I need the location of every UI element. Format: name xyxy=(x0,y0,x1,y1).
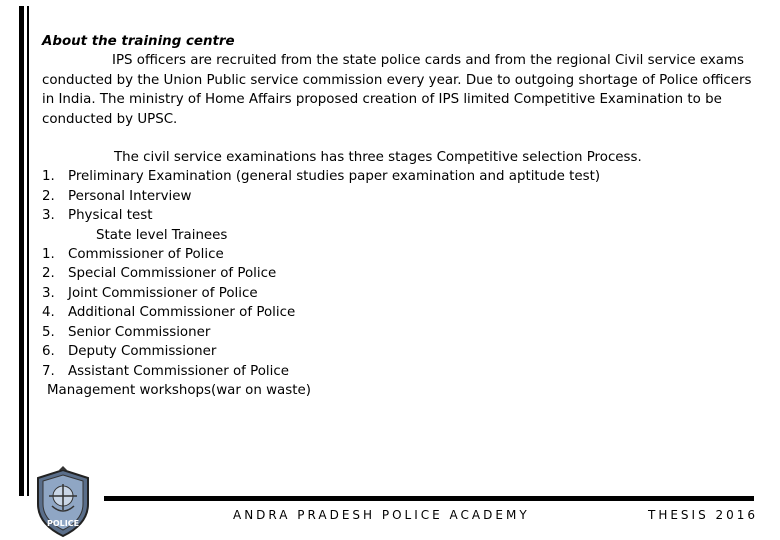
list-item: 5. Senior Commissioner xyxy=(42,324,211,340)
closing-line: Management workshops(war on waste) xyxy=(47,382,311,398)
stages-list xyxy=(42,167,762,225)
footer-rule xyxy=(104,496,754,501)
list-item: 1. Commissioner of Police xyxy=(42,247,224,263)
section-heading: About the training centre xyxy=(42,34,235,49)
stages-intro: The civil service examinations has three stages Competitive selection Process. xyxy=(114,150,642,166)
left-border-thick xyxy=(19,6,24,496)
intro-paragraph: IPS officers are recruited from the state police cards and from the regional Civil service exams conducted by the Union Public service commission every year. Due to outgoing shortage of Police officers in India. The ministry of Home Affairs proposed creation of IPS limited Competitive Examination to be conducted by UPSC. xyxy=(42,53,752,127)
footer-thesis-label: THESIS 2016 xyxy=(648,508,759,522)
trainees-heading: State level Trainees xyxy=(96,227,228,243)
page-content xyxy=(42,32,762,400)
logo-text: POLICE xyxy=(46,519,80,528)
list-item: 2. Personal Interview xyxy=(42,188,192,204)
list-item: 6. Deputy Commissioner xyxy=(42,344,217,360)
police-emblem-icon xyxy=(30,466,96,538)
list-item: 7. Assistant Commissioner of Police xyxy=(42,363,289,379)
list-item: 3. Physical test xyxy=(42,208,153,224)
left-border-thin xyxy=(27,6,29,496)
list-item: 3. Joint Commissioner of Police xyxy=(42,285,258,301)
footer-academy-name: ANDRA PRADESH POLICE ACADEMY xyxy=(233,508,530,522)
trainees-list xyxy=(42,245,762,381)
spacer xyxy=(42,129,762,148)
list-item: 4. Additional Commissioner of Police xyxy=(42,305,296,321)
list-item: 2. Special Commissioner of Police xyxy=(42,266,277,282)
list-item: 1. Preliminary Examination (general studies paper examination and aptitude test) xyxy=(42,169,601,185)
